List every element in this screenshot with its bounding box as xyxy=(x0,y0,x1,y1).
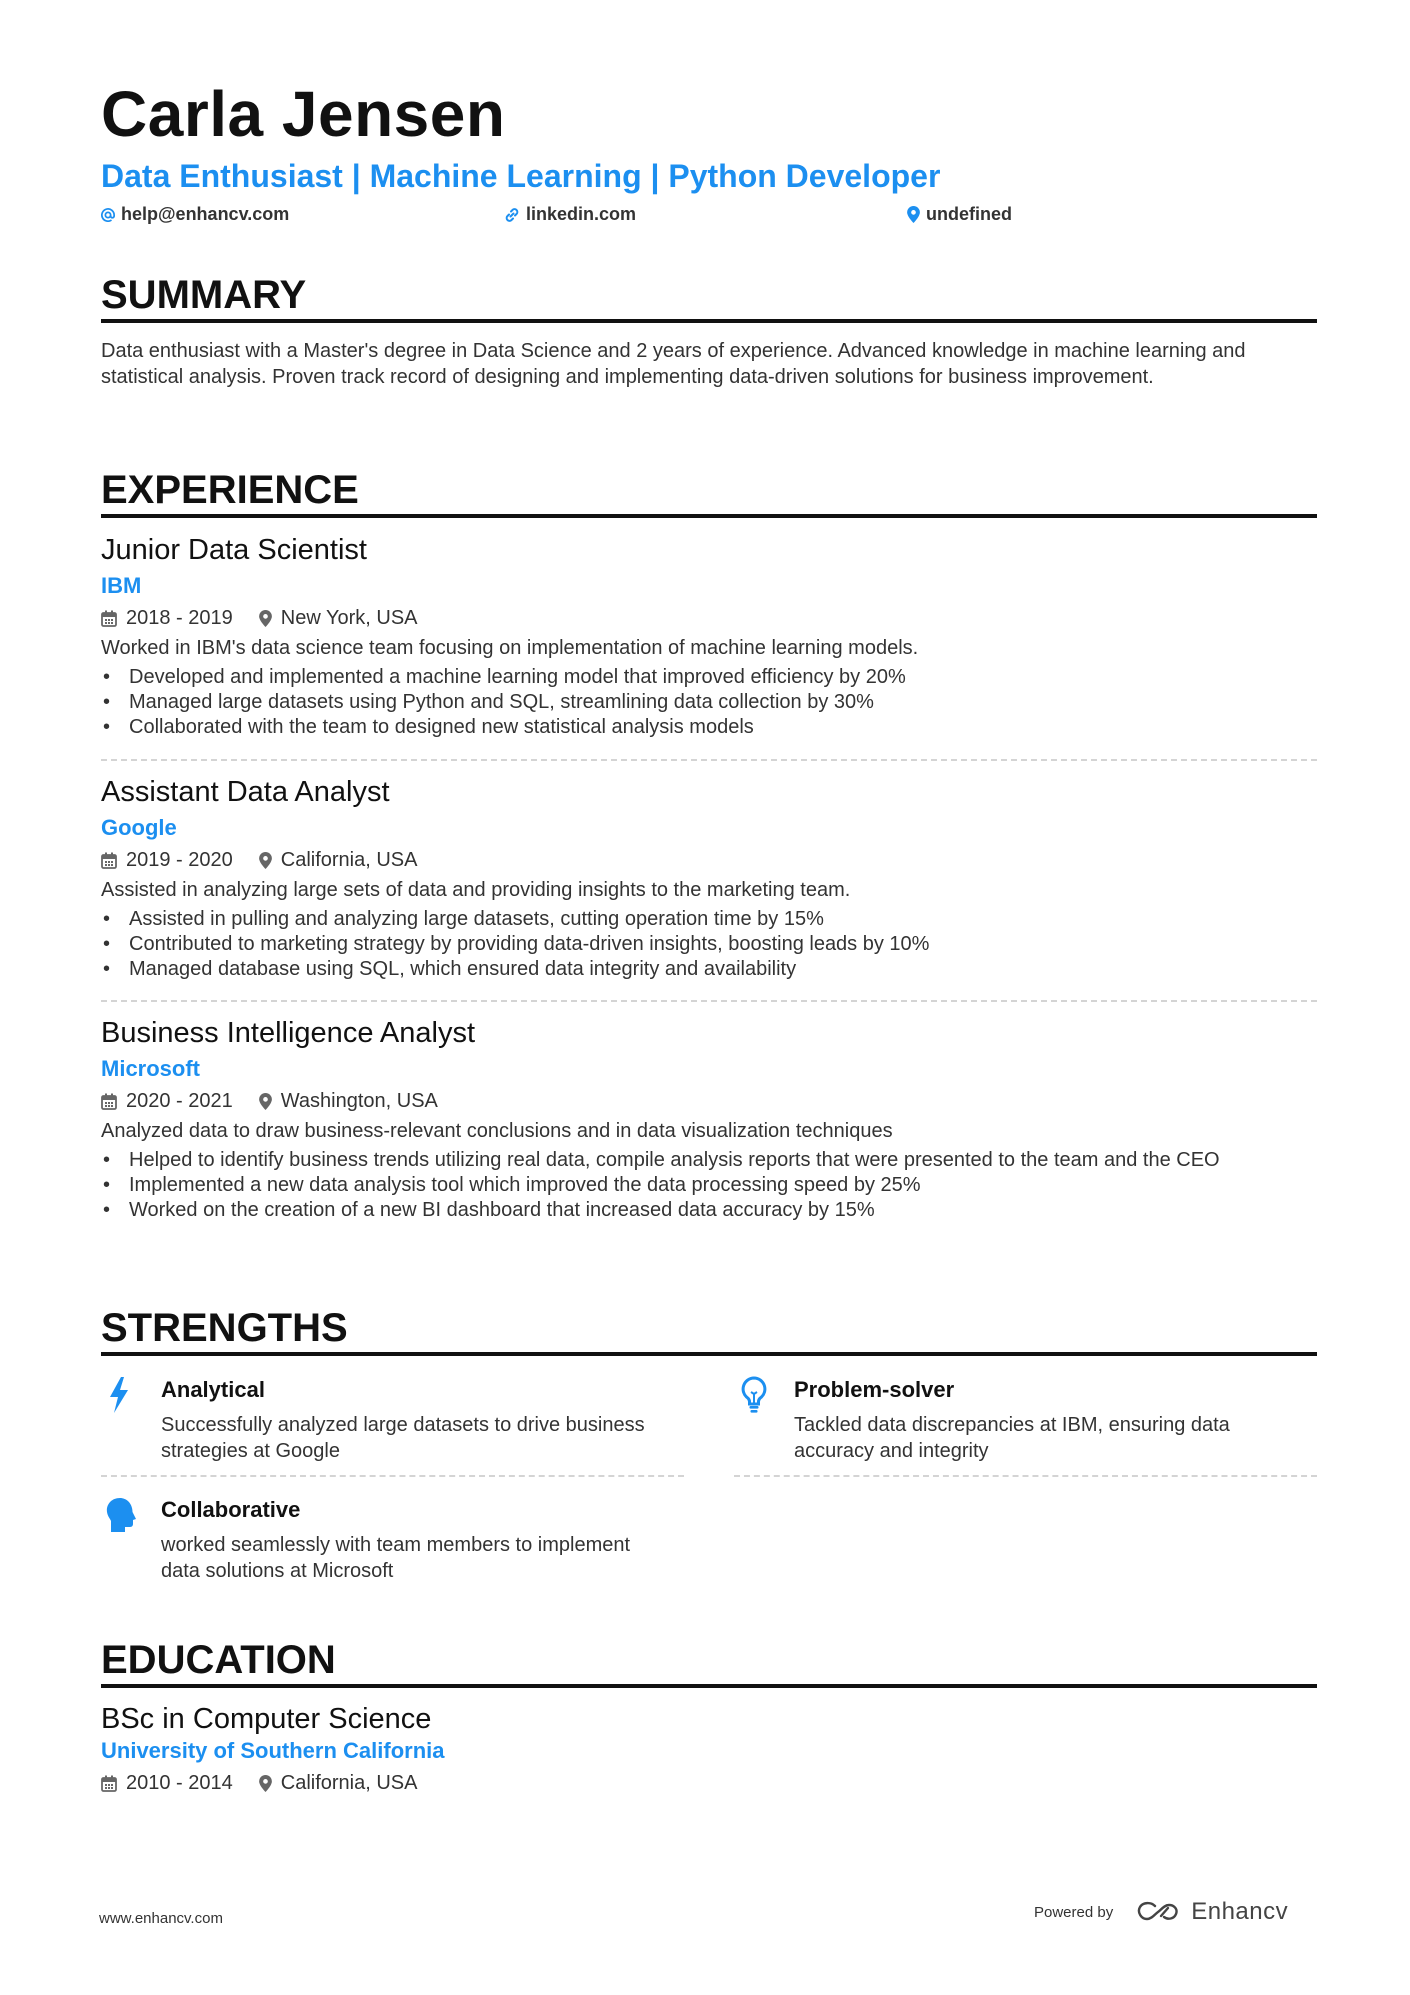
calendar-icon xyxy=(101,610,117,627)
job-dates: 2019 - 2020 xyxy=(126,848,233,871)
list-item: • Implemented a new data analysis tool which improved the data processing speed by 25% xyxy=(101,1173,1317,1198)
strength-description: worked seamlessly with team members to implement data solutions at Microsoft xyxy=(161,1534,631,1582)
strength-divider xyxy=(734,1475,1317,1477)
location-pin-icon xyxy=(259,1093,272,1110)
job-location: New York, USA xyxy=(280,606,418,629)
job-meta xyxy=(101,603,1317,633)
job-bullets xyxy=(101,907,1317,982)
job-description: Assisted in analyzing large sets of data and providing insights to the marketing team. xyxy=(101,879,851,901)
education-heading: EDUCATION xyxy=(101,1638,336,1682)
summary-divider xyxy=(101,319,1317,323)
job-description: Worked in IBM's data science team focusing on implementation of machine learning models. xyxy=(101,637,919,659)
brand-name: Enhancv xyxy=(1191,1898,1289,1925)
list-item: • Collaborated with the team to designed new statistical analysis models xyxy=(101,715,1317,740)
job-description: Analyzed data to draw business-relevant conclusions and in data visualization techniques xyxy=(101,1120,893,1142)
lightbulb-icon xyxy=(734,1375,774,1415)
location-pin-icon xyxy=(259,1775,272,1792)
strength-divider xyxy=(101,1475,684,1477)
list-item: • Managed large datasets using Python and SQL, streamlining data collection by 30% xyxy=(101,690,1317,715)
enhancv-logo-icon xyxy=(1135,1900,1181,1924)
contact-linkedin-text: linkedin.com xyxy=(526,204,637,224)
job-entry xyxy=(101,775,1317,982)
strength-description: Tackled data discrepancies at IBM, ensuring data accuracy and integrity xyxy=(794,1414,1230,1462)
job-company[interactable]: Microsoft xyxy=(101,1056,200,1081)
job-dates: 2018 - 2019 xyxy=(126,606,233,629)
footer-website[interactable]: www.enhancv.com xyxy=(99,1910,223,1927)
job-meta xyxy=(101,845,1317,875)
candidate-tagline: Data Enthusiast | Machine Learning | Python Developer xyxy=(101,158,941,194)
summary-text: Data enthusiast with a Master's degree in Data Science and 2 years of experience. Advanced knowledge in machine learning and statistical analysis. Proven track record of designing and implementing data-driven solutions for business improvement. xyxy=(101,340,1246,388)
strength-title: Problem-solver xyxy=(794,1377,955,1402)
head-profile-icon xyxy=(101,1495,141,1535)
job-meta xyxy=(101,1086,1317,1116)
education-degree: BSc in Computer Science xyxy=(101,1703,432,1735)
link-icon xyxy=(504,207,520,223)
contact-email-text: help@enhancv.com xyxy=(121,204,290,224)
job-entry xyxy=(101,533,1317,740)
education-entry xyxy=(101,1702,1317,1798)
location-pin-icon xyxy=(259,610,272,627)
contact-email[interactable] xyxy=(101,204,289,225)
location-pin-icon xyxy=(259,852,272,869)
list-item: • Managed database using SQL, which ensured data integrity and availability xyxy=(101,957,1317,982)
list-item: • Assisted in pulling and analyzing large datasets, cutting operation time by 15% xyxy=(101,907,1317,932)
job-title: Assistant Data Analyst xyxy=(101,776,390,808)
job-title: Junior Data Scientist xyxy=(101,534,367,566)
contact-location xyxy=(907,204,1012,225)
job-bullets xyxy=(101,665,1317,740)
contact-linkedin[interactable] xyxy=(504,204,636,225)
job-location: California, USA xyxy=(280,848,418,871)
location-pin-icon xyxy=(907,206,920,223)
candidate-name: Carla Jensen xyxy=(101,78,506,150)
job-entry xyxy=(101,1016,1317,1223)
contact-bar xyxy=(101,204,1317,228)
calendar-icon xyxy=(101,1093,117,1110)
experience-heading: EXPERIENCE xyxy=(101,468,359,512)
calendar-icon xyxy=(101,1775,117,1792)
strengths-heading: STRENGTHS xyxy=(101,1306,348,1350)
list-item: • Worked on the creation of a new BI dashboard that increased data accuracy by 15% xyxy=(101,1198,1317,1223)
powered-by-label: Powered by xyxy=(1034,1903,1114,1921)
education-location: California, USA xyxy=(280,1771,418,1794)
job-dates: 2020 - 2021 xyxy=(126,1089,233,1112)
list-item: • Developed and implemented a machine learning model that improved efficiency by 20% xyxy=(101,665,1317,690)
strength-title: Analytical xyxy=(161,1377,265,1402)
job-location: Washington, USA xyxy=(280,1089,438,1112)
job-bullets xyxy=(101,1148,1317,1223)
at-icon xyxy=(101,208,115,222)
enhancv-logo[interactable] xyxy=(1135,1898,1288,1926)
strength-description: Successfully analyzed large datasets to drive business strategies at Google xyxy=(161,1414,645,1462)
education-school[interactable]: University of Southern California xyxy=(101,1738,445,1763)
job-divider xyxy=(101,1000,1317,1002)
job-title: Business Intelligence Analyst xyxy=(101,1017,475,1049)
education-dates: 2010 - 2014 xyxy=(126,1771,233,1794)
strengths-divider xyxy=(101,1352,1317,1356)
education-divider xyxy=(101,1684,1317,1688)
contact-location-text: undefined xyxy=(926,204,1012,224)
list-item: • Contributed to marketing strategy by providing data-driven insights, boosting leads by 10% xyxy=(101,932,1317,957)
experience-divider xyxy=(101,514,1317,518)
summary-heading: SUMMARY xyxy=(101,273,307,317)
job-company[interactable]: Google xyxy=(101,815,177,840)
job-company[interactable]: IBM xyxy=(101,573,142,598)
strength-title: Collaborative xyxy=(161,1497,301,1522)
calendar-icon xyxy=(101,852,117,869)
lightning-bolt-icon xyxy=(101,1375,141,1415)
job-divider xyxy=(101,759,1317,761)
footer-branding xyxy=(1034,1898,1288,1926)
list-item: • Helped to identify business trends utilizing real data, compile analysis reports that were presented to the team and the CEO xyxy=(101,1148,1317,1173)
education-meta xyxy=(101,1768,1317,1798)
